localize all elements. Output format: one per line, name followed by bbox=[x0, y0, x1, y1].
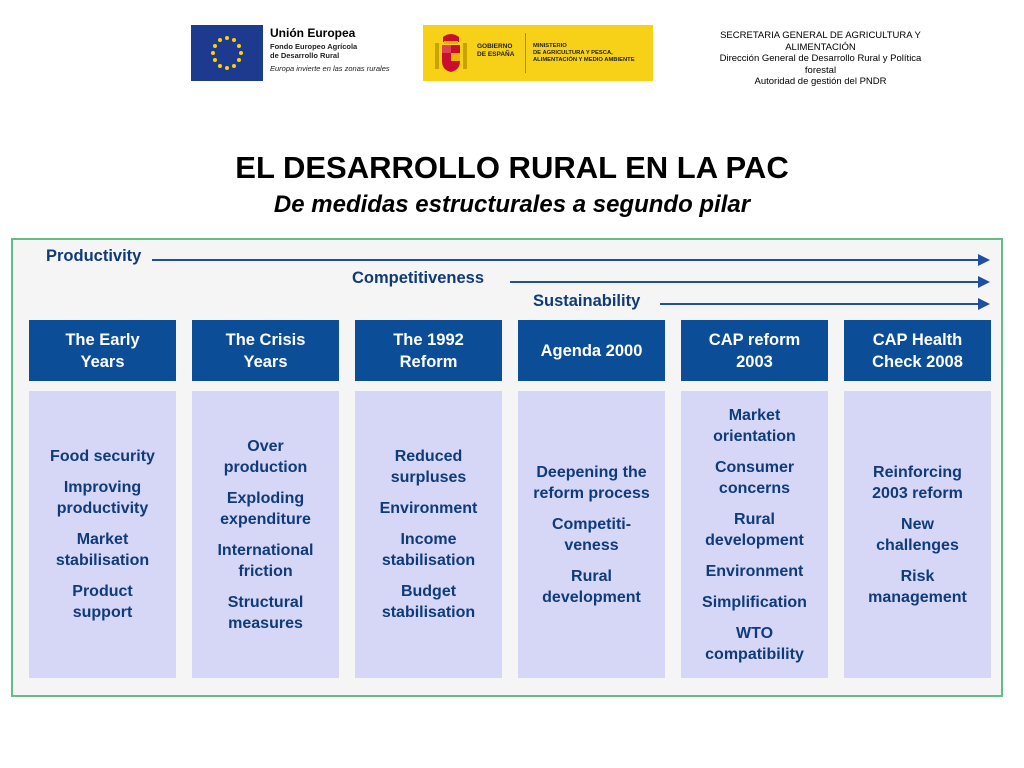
period-content-agenda-2000 bbox=[518, 391, 665, 678]
secretaria-block bbox=[708, 30, 933, 88]
eu-title: Unión Europea bbox=[270, 26, 356, 40]
list-item: Improving productivity bbox=[56, 479, 149, 517]
list-item: Income stabilisation bbox=[381, 531, 476, 569]
competitiveness-arrow-line bbox=[510, 281, 978, 283]
header-line: The 1992 bbox=[393, 330, 464, 349]
secretaria-line3: Dirección General de Desarrollo Rural y Política bbox=[719, 53, 922, 64]
period-header-1992-reform bbox=[355, 320, 502, 381]
header-line: The Early bbox=[65, 330, 140, 349]
page-subtitle: De medidas estructurales a segundo pilar bbox=[273, 191, 751, 218]
period-content-cap-health-check-2008 bbox=[844, 391, 991, 678]
period-header-crisis-years bbox=[192, 320, 339, 381]
list-item: Market orientation bbox=[713, 406, 796, 445]
gobierno-espana-logo bbox=[423, 25, 653, 81]
header-line: CAP reform bbox=[708, 330, 801, 349]
header-line: Check 2008 bbox=[872, 352, 963, 371]
list-item: Rural development bbox=[705, 510, 804, 549]
secretaria-line4: forestal bbox=[804, 64, 837, 76]
competitiveness-label: Competitiveness bbox=[352, 269, 485, 287]
competitiveness-arrow-head-icon bbox=[978, 276, 990, 288]
sustainability-arrow-line bbox=[660, 303, 978, 305]
ministry-line1: MINISTERIO bbox=[533, 43, 567, 49]
header-line: Years bbox=[243, 352, 288, 371]
period-content-crisis-years bbox=[192, 391, 339, 678]
list-item: Market stabilisation bbox=[55, 531, 150, 569]
list-item: Rural development bbox=[542, 567, 641, 606]
list-item: Structural measures bbox=[227, 593, 304, 632]
list-item: Risk management bbox=[868, 567, 967, 606]
period-header-agenda-2000 bbox=[518, 320, 665, 381]
sustainability-label: Sustainability bbox=[533, 292, 641, 310]
period-content-1992-reform bbox=[355, 391, 502, 678]
list-item: Consumer concerns bbox=[714, 458, 795, 497]
period-header-cap-health-check-2008 bbox=[844, 320, 991, 381]
period-content-early-years bbox=[29, 391, 176, 678]
spain-crest-icon bbox=[431, 31, 471, 75]
spain-gov-line2: DE ESPAÑA bbox=[477, 51, 515, 58]
header-line: Years bbox=[80, 352, 125, 371]
productivity-arrow-head-icon bbox=[978, 254, 990, 266]
list-item: Reinforcing 2003 reform bbox=[872, 463, 963, 502]
ministry-line3: ALIMENTACIÓN Y MEDIO AMBIENTE bbox=[533, 57, 635, 63]
list-item: International friction bbox=[217, 541, 314, 580]
list-item: WTO compatibility bbox=[705, 624, 804, 663]
productivity-arrow-line bbox=[152, 259, 978, 261]
eu-fund-line2: de Desarrollo Rural bbox=[270, 51, 340, 60]
header-line: Reform bbox=[399, 352, 458, 371]
secretaria-line2: ALIMENTACIÓN bbox=[785, 41, 856, 53]
list-item: Deepening the reform process bbox=[533, 463, 650, 502]
eu-fund-line1: Fondo Europeo Agrícola bbox=[270, 42, 358, 51]
period-header-early-years bbox=[29, 320, 176, 381]
list-item: Environment bbox=[379, 500, 478, 517]
list-item: Food security bbox=[50, 448, 155, 465]
header-line: 2003 bbox=[736, 352, 773, 371]
sustainability-arrow-head-icon bbox=[978, 298, 990, 310]
list-item: Competiti-veness bbox=[551, 515, 632, 554]
list-item: Product support bbox=[72, 583, 133, 621]
logo-divider bbox=[525, 33, 526, 73]
list-item: Budget stabilisation bbox=[381, 583, 476, 621]
list-item: Simplification bbox=[702, 593, 807, 611]
eu-feader-logo bbox=[191, 25, 401, 81]
header-line: CAP Health bbox=[872, 330, 963, 349]
secretaria-line5: Autoridad de gestión del PNDR bbox=[754, 76, 887, 87]
list-item: Exploding expenditure bbox=[220, 489, 311, 528]
ministry-line2: DE AGRICULTURA Y PESCA, bbox=[533, 50, 613, 56]
productivity-label: Productivity bbox=[46, 247, 142, 265]
eu-flag-icon bbox=[191, 25, 263, 81]
secretaria-line1: SECRETARIA GENERAL DE AGRICULTURA Y bbox=[720, 30, 921, 41]
spain-gov-line1: GOBIERNO bbox=[477, 43, 513, 50]
period-content-cap-reform-2003 bbox=[681, 391, 828, 678]
period-header-cap-reform-2003 bbox=[681, 320, 828, 381]
eu-motto: Europa invierte en las zonas rurales bbox=[270, 64, 390, 73]
page-title: EL DESARROLLO RURAL EN LA PAC bbox=[235, 150, 789, 185]
header-line: Agenda 2000 bbox=[540, 341, 643, 360]
header-line: The Crisis bbox=[225, 330, 306, 349]
list-item: Reduced surpluses bbox=[390, 448, 467, 486]
list-item: New challenges bbox=[876, 515, 959, 554]
list-item: Over production bbox=[223, 437, 308, 476]
list-item: Environment bbox=[705, 562, 804, 580]
